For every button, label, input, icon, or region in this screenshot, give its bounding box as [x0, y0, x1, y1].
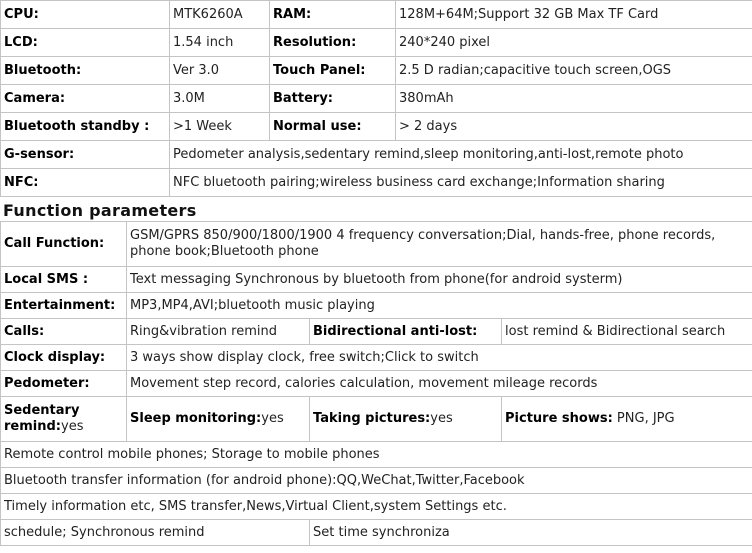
table-row	[1, 222, 752, 267]
local-sms-label: Local SMS :	[1, 267, 127, 293]
table-row	[1, 520, 752, 546]
picture-shows-label: Picture shows:	[505, 411, 613, 426]
table-row	[1, 141, 752, 169]
table-row	[1, 169, 752, 197]
table-row	[1, 494, 752, 520]
battery-value: 380mAh	[396, 85, 752, 113]
ram-value: 128M+64M;Support 32 GB Max TF Card	[396, 1, 752, 29]
function-table	[0, 221, 752, 546]
table-row	[1, 113, 752, 141]
pedometer-value: Movement step record, calories calculation, movement mileage records	[127, 371, 752, 397]
pictures-label: Taking pictures:	[313, 411, 431, 426]
sedentary-label: Sedentary remind:	[4, 403, 80, 434]
normal-use-value: > 2 days	[396, 113, 752, 141]
camera-label: Camera:	[1, 85, 170, 113]
gsensor-value: Pedometer analysis,sedentary remind,sleep monitoring,anti-lost,remote photo	[170, 141, 752, 169]
gsensor-label: G-sensor:	[1, 141, 170, 169]
table-row	[1, 371, 752, 397]
table-row	[1, 442, 752, 468]
call-function-label: Call Function:	[1, 222, 127, 267]
picture-shows-value: PNG, JPG	[612, 411, 675, 426]
normal-use-label: Normal use:	[270, 113, 396, 141]
schedule-cell: schedule; Synchronous remind	[1, 520, 310, 546]
table-row	[1, 29, 752, 57]
bluetooth-label: Bluetooth:	[1, 57, 170, 85]
specs-table	[0, 0, 752, 197]
table-row	[1, 85, 752, 113]
sleep-value: yes	[261, 411, 284, 426]
table-row	[1, 267, 752, 293]
lcd-value: 1.54 inch	[170, 29, 270, 57]
entertainment-label: Entertainment:	[1, 293, 127, 319]
section-title: Function parameters	[3, 201, 197, 220]
table-row	[1, 397, 752, 442]
calls-value: Ring&vibration remind	[127, 319, 310, 345]
pedometer-label: Pedometer:	[1, 371, 127, 397]
entertainment-value: MP3,MP4,AVI;bluetooth music playing	[127, 293, 752, 319]
clock-display-value: 3 ways show display clock, free switch;Click to switch	[127, 345, 752, 371]
pictures-cell	[310, 397, 502, 442]
sleep-label: Sleep monitoring:	[130, 411, 262, 426]
anti-lost-value: lost remind & Bidirectional search	[502, 319, 752, 345]
picture-shows-cell	[502, 397, 752, 442]
table-row	[1, 57, 752, 85]
table-row	[1, 468, 752, 494]
anti-lost-label: Bidirectional anti-lost:	[310, 319, 502, 345]
pictures-value: yes	[430, 411, 453, 426]
remote-control-row: Remote control mobile phones; Storage to mobile phones	[1, 442, 752, 468]
ram-label: RAM:	[270, 1, 396, 29]
bluetooth-value: Ver 3.0	[170, 57, 270, 85]
cpu-value: MTK6260A	[170, 1, 270, 29]
bluetooth-transfer-row: Bluetooth transfer information (for android phone):QQ,WeChat,Twitter,Facebook	[1, 468, 752, 494]
table-row	[1, 293, 752, 319]
touch-panel-label: Touch Panel:	[270, 57, 396, 85]
standby-label: Bluetooth standby :	[1, 113, 170, 141]
local-sms-value: Text messaging Synchronous by bluetooth from phone(for android systerm)	[127, 267, 752, 293]
battery-label: Battery:	[270, 85, 396, 113]
sedentary-cell	[1, 397, 127, 442]
camera-value: 3.0M	[170, 85, 270, 113]
time-sync-cell: Set time synchroniza	[310, 520, 752, 546]
cpu-label: CPU:	[1, 1, 170, 29]
standby-value: >1 Week	[170, 113, 270, 141]
nfc-label: NFC:	[1, 169, 170, 197]
nfc-value: NFC bluetooth pairing;wireless business card exchange;Information sharing	[170, 169, 752, 197]
clock-display-label: Clock display:	[1, 345, 127, 371]
sedentary-value: yes	[61, 419, 84, 434]
table-row	[1, 319, 752, 345]
table-row	[1, 345, 752, 371]
call-function-value: GSM/GPRS 850/900/1800/1900 4 frequency conversation;Dial, hands-free, phone records, phone book;Bluetooth phone	[127, 222, 752, 267]
touch-panel-value: 2.5 D radian;capacitive touch screen,OGS	[396, 57, 752, 85]
sleep-cell	[127, 397, 310, 442]
resolution-label: Resolution:	[270, 29, 396, 57]
resolution-value: 240*240 pixel	[396, 29, 752, 57]
lcd-label: LCD:	[1, 29, 170, 57]
table-row	[1, 1, 752, 29]
timely-info-row: Timely information etc, SMS transfer,News,Virtual Client,system Settings etc.	[1, 494, 752, 520]
calls-label: Calls:	[1, 319, 127, 345]
